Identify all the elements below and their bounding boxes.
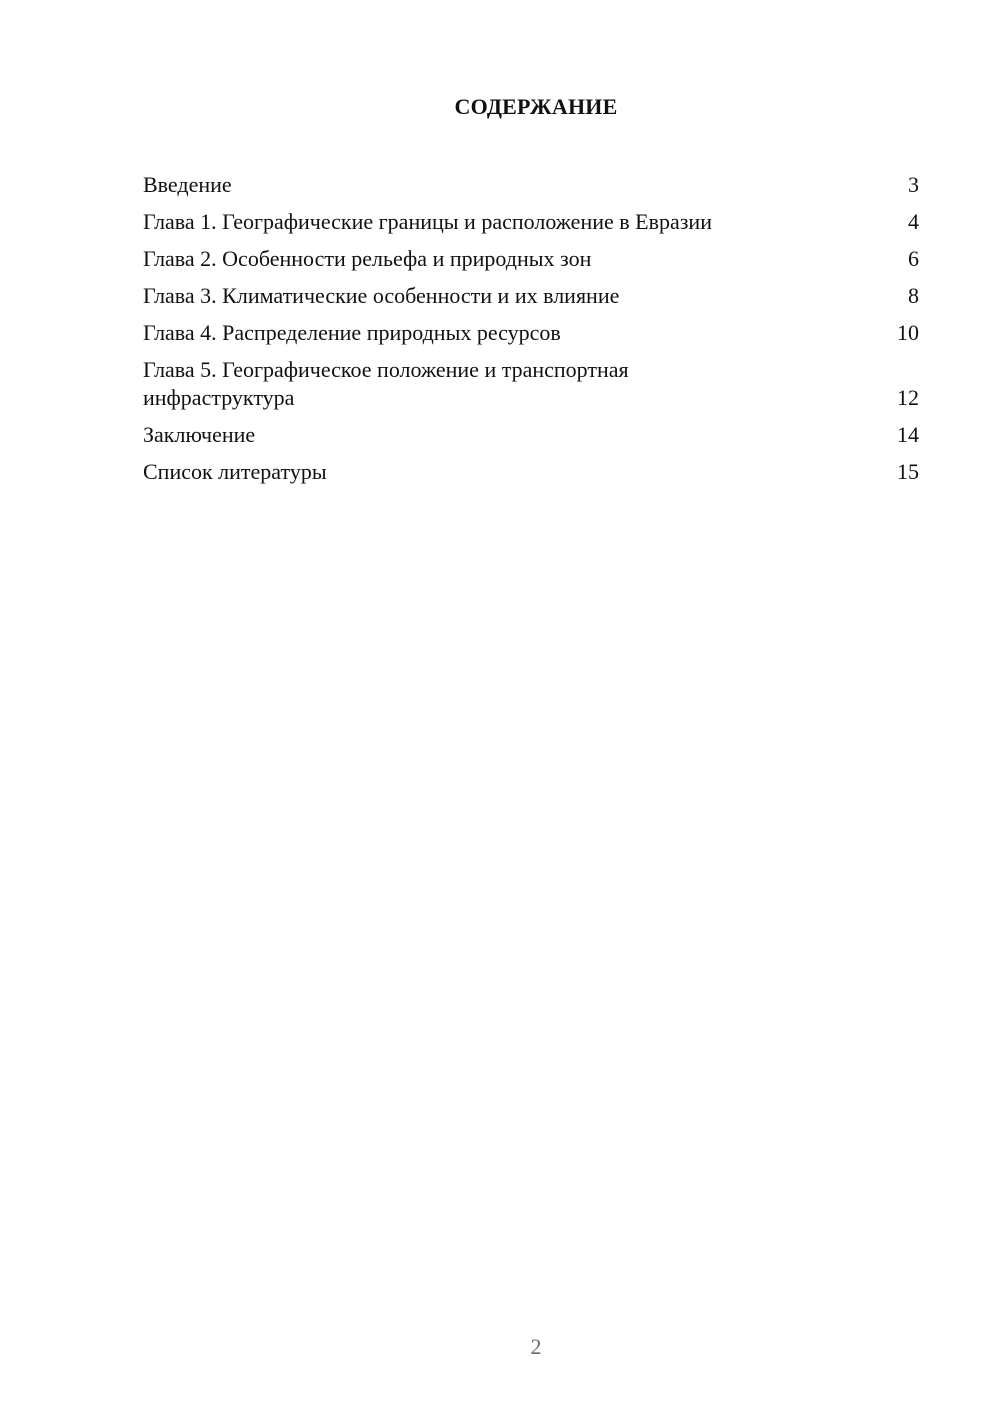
toc-entry-page: 3 bbox=[908, 172, 919, 197]
toc-entry-page: 10 bbox=[897, 320, 919, 345]
toc-entry-label: Заключение bbox=[143, 422, 256, 447]
toc-entry-label: Глава 2. Особенности рельефа и природных зон bbox=[143, 246, 592, 271]
toc-entry-page: 15 bbox=[897, 459, 919, 484]
toc-entry-chapter-2 bbox=[143, 245, 919, 273]
toc-entry-introduction bbox=[143, 171, 919, 199]
toc-entry-conclusion bbox=[143, 421, 919, 449]
toc-entry-label: Глава 4. Распределение природных ресурсов bbox=[143, 320, 561, 345]
toc-entry-references bbox=[143, 458, 919, 486]
toc-entry-label: Введение bbox=[143, 172, 232, 197]
toc-entry-label: Глава 1. Географические границы и расположение в Евразии bbox=[143, 209, 712, 234]
toc-entry-label: Список литературы bbox=[143, 459, 327, 484]
toc-entry-page: 4 bbox=[908, 209, 919, 234]
page-number: 2 bbox=[530, 1334, 542, 1359]
toc-entry-label: Глава 3. Климатические особенности и их влияние bbox=[143, 283, 620, 308]
toc-entry-page: 6 bbox=[908, 246, 919, 271]
page-title: СОДЕРЖАНИЕ bbox=[454, 94, 618, 119]
toc-entry-page: 8 bbox=[908, 283, 919, 308]
toc-entry-page: 14 bbox=[897, 422, 919, 447]
toc-entry-label: Глава 5. Географическое положение и транспортная инфраструктура bbox=[143, 357, 629, 410]
toc-entry-chapter-3 bbox=[143, 282, 919, 310]
table-of-contents bbox=[143, 171, 919, 495]
toc-entry-chapter-4 bbox=[143, 319, 919, 347]
toc-entry-chapter-1 bbox=[143, 208, 919, 236]
toc-entry-chapter-5 bbox=[143, 356, 919, 412]
toc-entry-page: 12 bbox=[897, 385, 919, 410]
